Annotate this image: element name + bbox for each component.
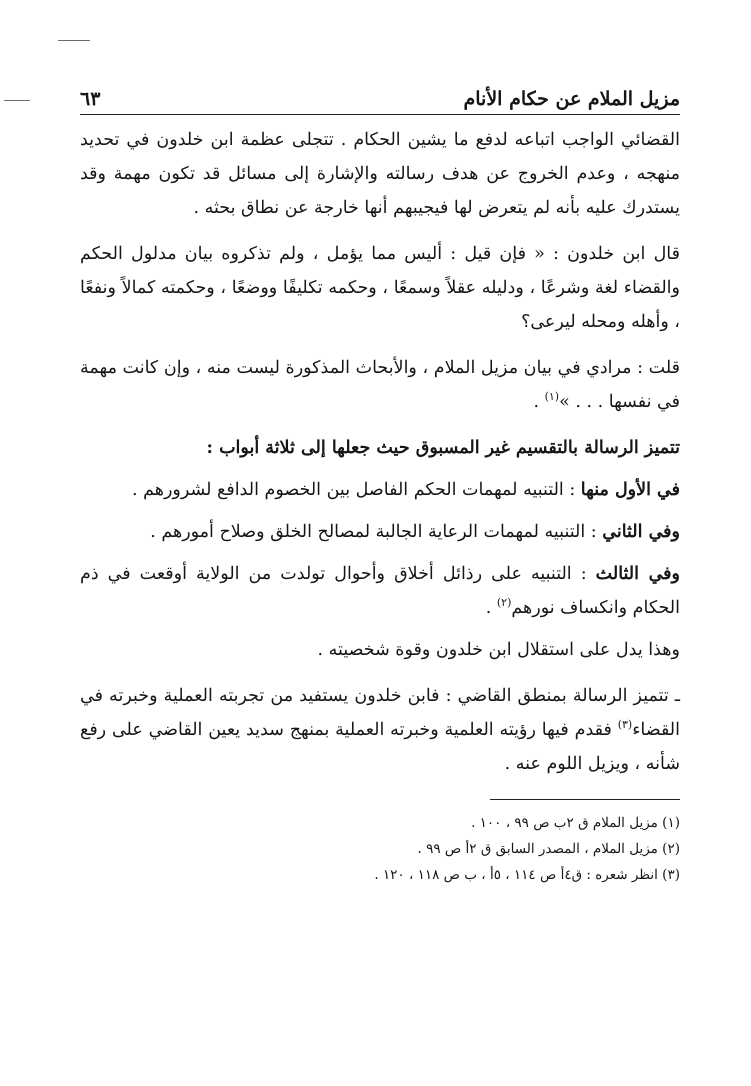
book-page [80, 80, 680, 888]
paragraph-tail: . [533, 392, 545, 412]
paragraph-quote-end [80, 351, 680, 419]
footnote-3: (٣) انظر شعره : ق٤أ ص ١١٤ ، ٥أ ، ب ص ١١٨ ، ١٢٠ . [374, 867, 680, 883]
paragraph-text: وهذا يدل على استقلال ابن خلدون وقوة شخصيته . [317, 640, 680, 660]
paragraph-chapter-3 [80, 557, 680, 625]
footnote-2: (٢) مزيل الملام ، المصدر السابق ق ٢أ ص ٩٩ . [417, 841, 680, 857]
paragraph-heading-text: تتميز الرسالة بالتقسيم غير المسبوق حيث جعلها إلى ثلاثة أبواب : [206, 438, 680, 458]
paragraph-text: : التنبيه لمهمات الرعاية الجالبة لمصالح الخلق وصلاح أمورهم . [150, 522, 603, 542]
paragraph [80, 633, 680, 667]
footnote-ref-3: (٣) [617, 718, 633, 732]
chapter-lead: وفي الثالث [595, 564, 680, 584]
chapter-lead: في الأول منها [580, 480, 680, 500]
paragraph [80, 679, 680, 781]
paragraph-tail: . [485, 598, 497, 618]
paragraph-text: : التنبيه لمهمات الحكم الفاصل بين الخصوم الدافع لشرورهم . [131, 480, 581, 500]
paragraph-text: : التنبيه على رذائل أخلاق وأحوال تولدت من الولاية أوقعت في ذم الحكام وانكساف نورهم [80, 564, 680, 618]
running-title: مزيل الملام عن حكام الأنام [463, 88, 680, 110]
page-number: ٦٣ [80, 88, 101, 110]
paragraph-heading [80, 431, 680, 465]
footnote-1: (١) مزيل الملام ق ٢ب ص ٩٩ ، ١٠٠ . [471, 815, 680, 831]
paragraph-text: ـ تتميز الرسالة بمنطق القاضي : فابن خلدون يستفيد من تجربته العملية وخبرته في القضاء [80, 686, 680, 740]
footnote-separator [490, 799, 680, 800]
chapter-lead: وفي الثاني [602, 522, 680, 542]
footnotes [80, 810, 680, 888]
paragraph-text: قال ابن خلدون : « فإن قيل : أليس مما يؤمل ، ولم تذكروه بيان مدلول الحكم والقضاء لغة وشرعًا ، ودليله عقلاً وسمعًا ، وحكمه تكليفًا ووضعًا ، وحكمته كمالاً ونفعًا ، وأهله ومحله ليرعى؟ [80, 244, 680, 332]
body-text [80, 123, 680, 781]
paragraph [80, 123, 680, 225]
scan-mark-side [4, 100, 30, 101]
scan-mark-top [58, 40, 90, 41]
paragraph-chapter-2 [80, 515, 680, 549]
paragraph-chapter-1 [80, 473, 680, 507]
footnote-ref-2: (٢) [496, 596, 512, 610]
page-header [80, 80, 680, 115]
paragraph-tail: فقدم فيها رؤيته العلمية وخبرته العملية بمنهج سديد يعين القاضي على رفع شأنه ، ويزيل اللوم عنه . [80, 720, 680, 774]
footnote-ref-1: (١) [544, 390, 560, 404]
paragraph-text: قلت : مرادي في بيان مزيل الملام ، والأبحاث المذكورة ليست منه ، وإن كانت مهمة في نفسها . . . » [80, 358, 680, 412]
paragraph-quote [80, 237, 680, 339]
paragraph-text: القضائي الواجب اتباعه لدفع ما يشين الحكام . تتجلى عظمة ابن خلدون في تحديد منهجه ، وعدم الخروج عن هدف رسالته والإشارة إلى مسائل قد تكون مهمة وقد يستدرك عليه بأنه لم يتعرض لها فيجيبهم أنها خارجة عن نطاق بحثه . [80, 130, 680, 218]
